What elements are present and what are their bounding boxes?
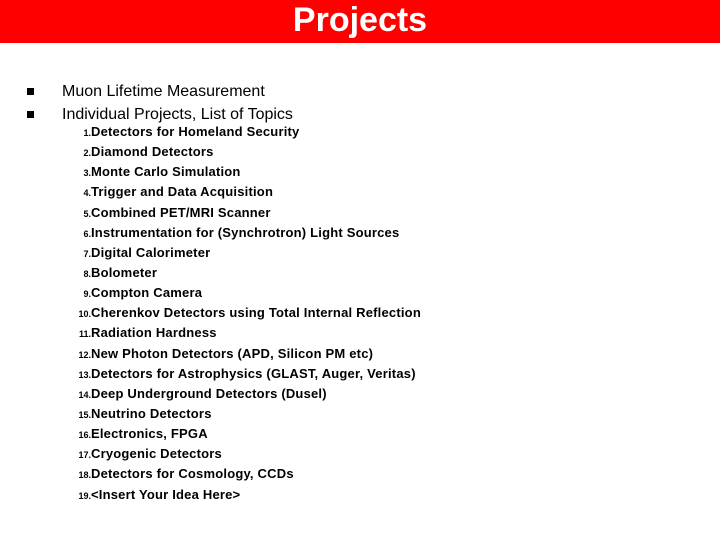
topic-text: Digital Calorimeter: [91, 244, 211, 260]
topic-number: 8.: [83, 268, 91, 279]
topic-number: 19.: [78, 490, 91, 501]
topic-number: 16.: [78, 430, 91, 441]
bullet-text: Muon Lifetime Measurement: [62, 82, 265, 100]
topic-item: [62, 124, 421, 144]
topic-text: Detectors for Homeland Security: [91, 124, 300, 139]
bullet-list: [25, 80, 293, 126]
topic-number: 15.: [78, 409, 91, 420]
topic-item: [62, 406, 421, 426]
topic-item: [62, 446, 421, 466]
topic-number: 10.: [78, 309, 91, 320]
topic-number: 5.: [83, 208, 91, 219]
topic-text: Trigger and Data Acquisition: [91, 184, 274, 200]
topic-item: [62, 164, 421, 184]
topic-item: [62, 366, 421, 386]
topic-item: [62, 144, 421, 164]
topic-number: 2.: [83, 148, 91, 159]
topic-item: [62, 205, 421, 225]
topic-item: [62, 184, 421, 204]
bullet-text: Individual Projects, List of Topics: [62, 105, 293, 123]
topic-text: Deep Underground Detectors (Dusel): [91, 385, 327, 401]
topic-text: Detectors for Astrophysics (GLAST, Auger, Veritas): [91, 365, 416, 381]
topic-number: 18.: [78, 470, 91, 481]
topic-number: 4.: [83, 188, 91, 199]
topic-text: Bolometer: [91, 264, 158, 280]
topic-number: 12.: [78, 349, 91, 360]
topic-item: [62, 325, 421, 345]
topic-number: 1.: [83, 128, 91, 138]
topic-text: Cryogenic Detectors: [91, 446, 222, 462]
square-bullet-icon: [27, 111, 34, 118]
topic-item: [62, 487, 421, 507]
topic-text: New Photon Detectors (APD, Silicon PM etc): [91, 345, 374, 361]
bullet-item: [25, 103, 293, 126]
topic-number: 3.: [83, 168, 91, 179]
topic-item: [62, 426, 421, 446]
topic-item: [62, 285, 421, 305]
topic-item: [62, 305, 421, 325]
square-bullet-icon: [27, 88, 34, 95]
topic-list: [62, 124, 421, 507]
topic-item: [62, 265, 421, 285]
topic-number: 11.: [78, 329, 91, 340]
topic-text: Electronics, FPGA: [91, 426, 208, 442]
topic-number: 13.: [78, 369, 91, 380]
topic-text: Radiation Hardness: [91, 325, 217, 341]
topic-text: Monte Carlo Simulation: [91, 164, 241, 180]
topic-number: 9.: [83, 289, 91, 300]
topic-text: Cherenkov Detectors using Total Internal Reflection: [91, 305, 421, 321]
topic-item: [62, 346, 421, 366]
title-bar: [0, 0, 720, 43]
topic-item: [62, 386, 421, 406]
topic-number: 6.: [83, 228, 91, 239]
topic-number: 17.: [78, 450, 91, 461]
topic-number: 14.: [78, 389, 91, 400]
topic-number: 7.: [83, 248, 91, 259]
page-title: Projects: [292, 0, 428, 39]
topic-text: Diamond Detectors: [91, 144, 214, 160]
topic-text: <Insert Your Idea Here>: [91, 486, 241, 502]
topic-item: [62, 225, 421, 245]
topic-item: [62, 466, 421, 486]
topic-text: Compton Camera: [91, 285, 203, 301]
bullet-item: [25, 80, 293, 103]
topic-item: [62, 245, 421, 265]
topic-text: Instrumentation for (Synchrotron) Light Sources: [91, 224, 400, 240]
topic-text: Neutrino Detectors: [91, 405, 212, 421]
topic-text: Detectors for Cosmology, CCDs: [91, 466, 294, 482]
topic-text: Combined PET/MRI Scanner: [91, 204, 271, 220]
